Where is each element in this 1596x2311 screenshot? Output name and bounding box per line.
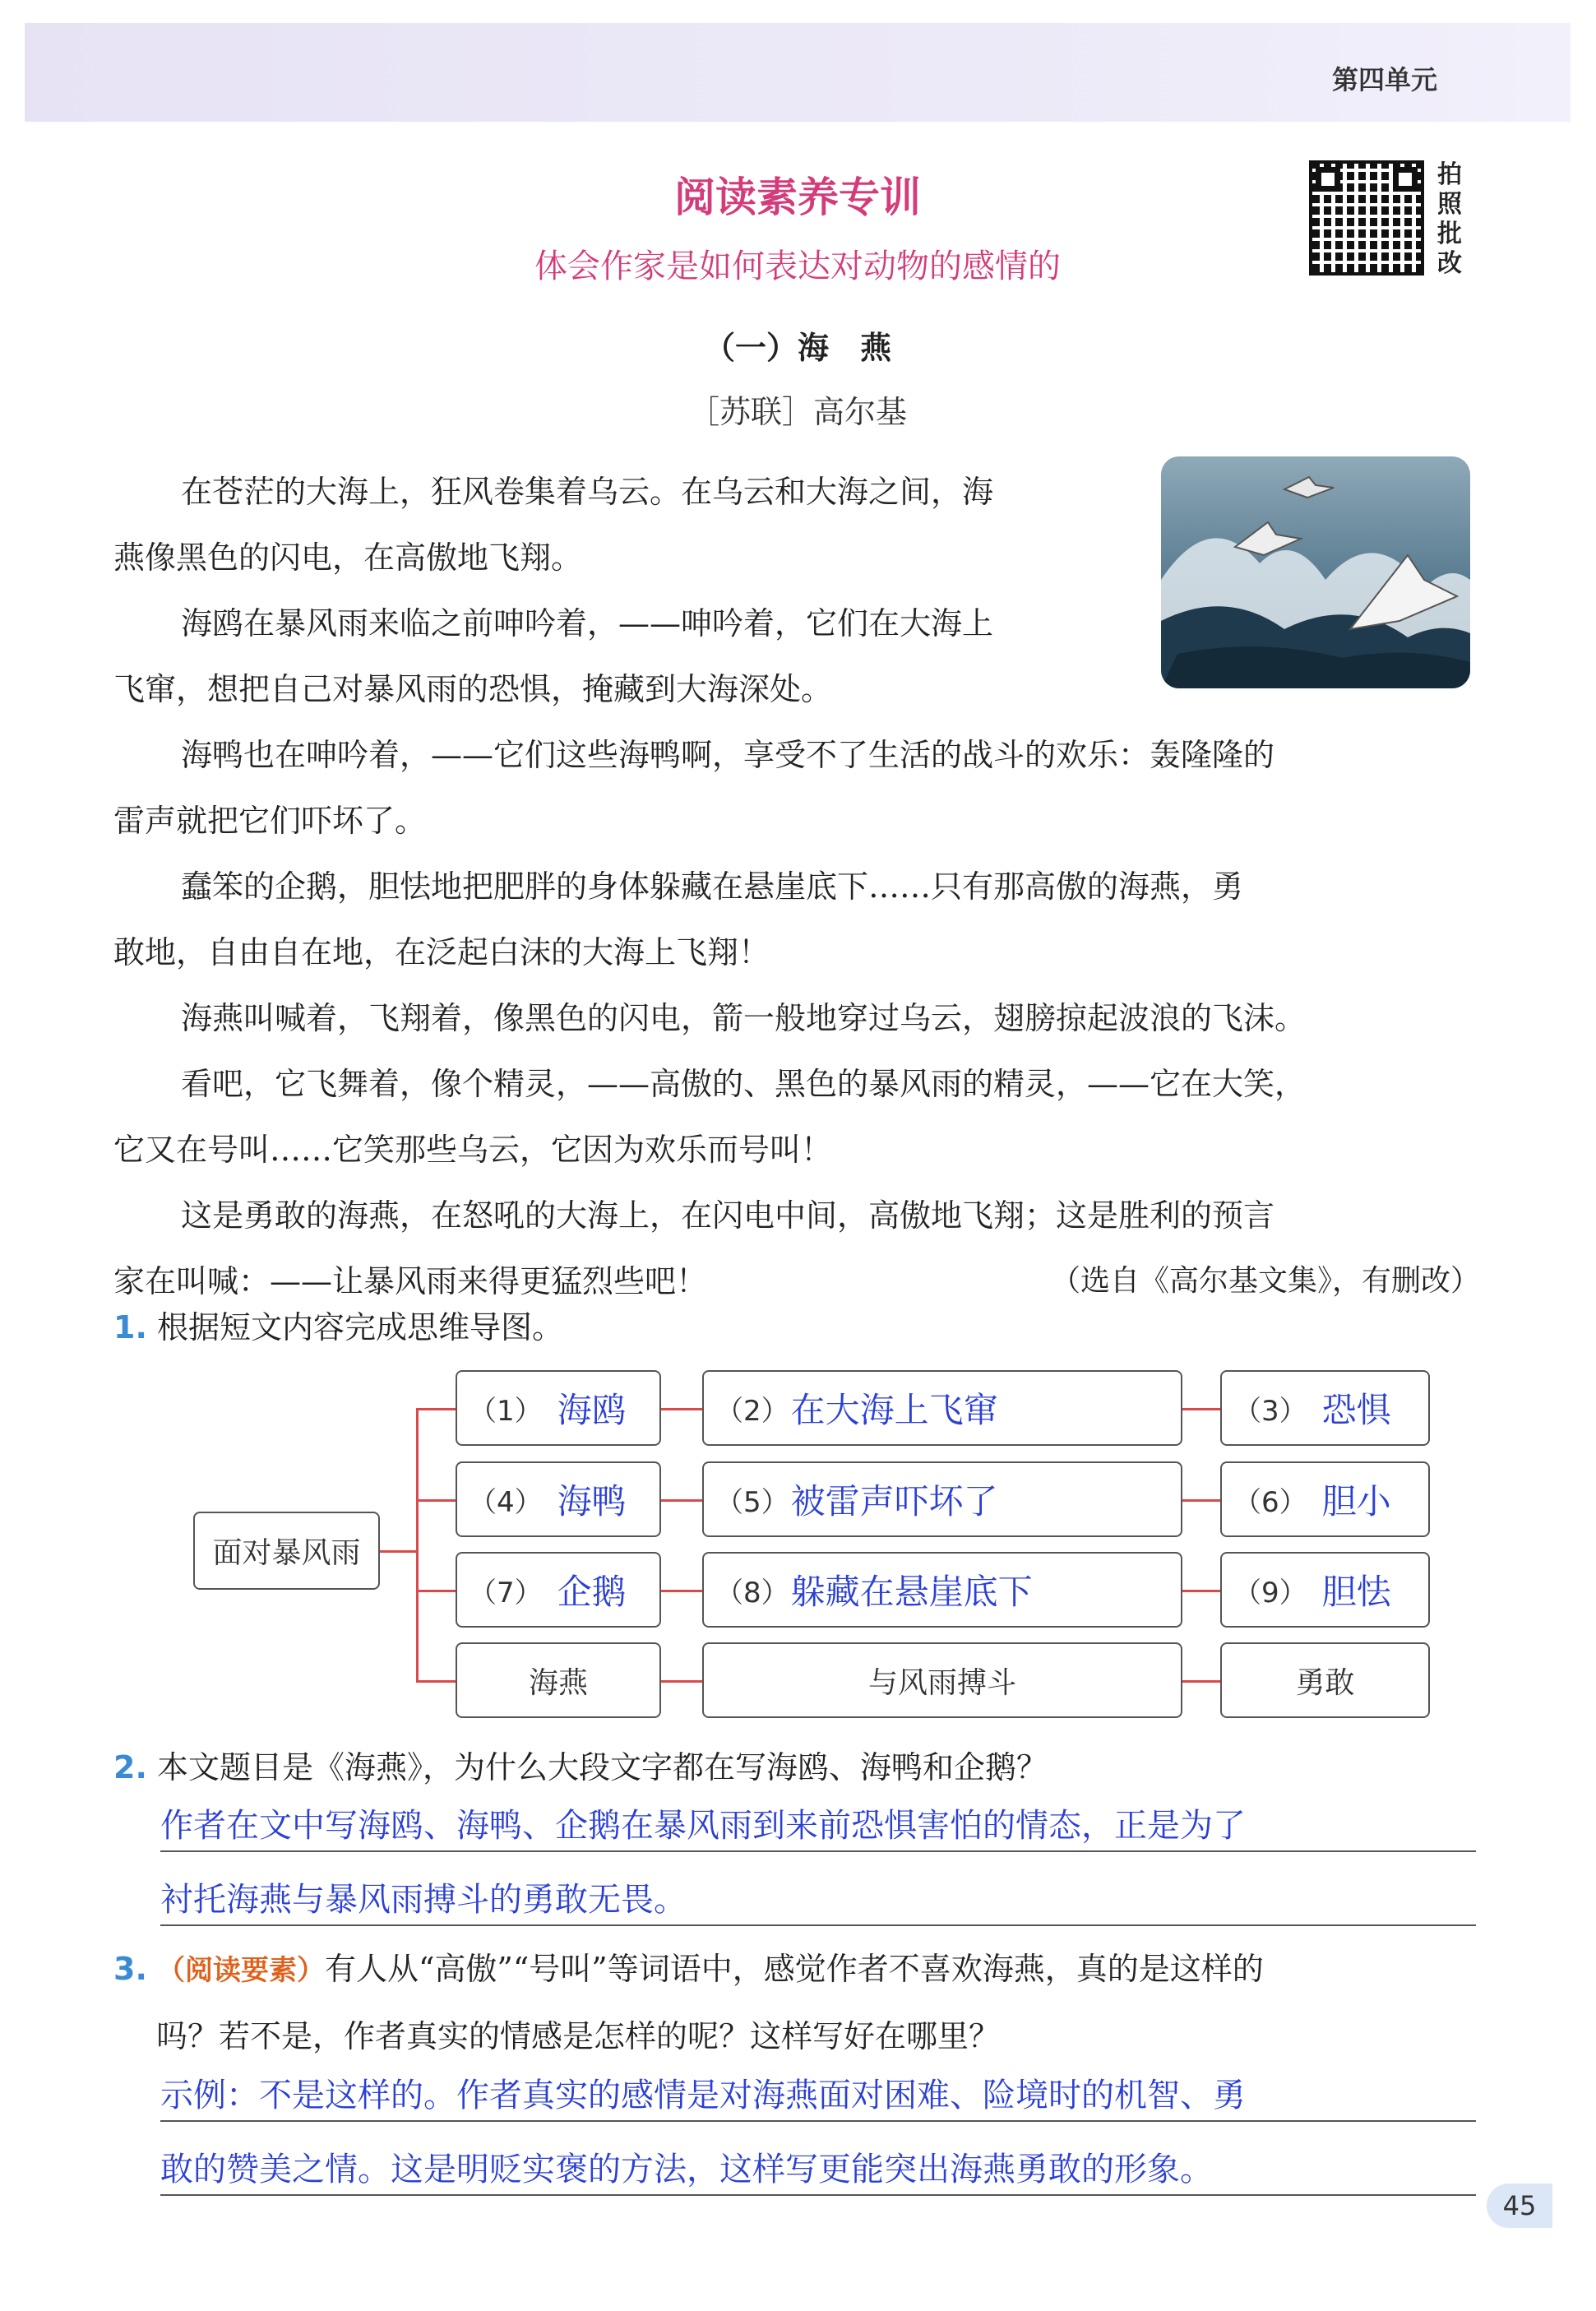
connector-line [661, 1590, 702, 1592]
paragraph-line: 这是勇敢的海燕，在怒吼的大海上，在闪电中间，高傲地飞翔；这是胜利的预言 [181, 1197, 1275, 1234]
mindmap-root [193, 1512, 380, 1590]
mindmap-animal-box [456, 1552, 661, 1628]
connector-line [1182, 1590, 1220, 1592]
connector-line [661, 1499, 702, 1502]
blank-answer: 海鸥 [557, 1390, 627, 1430]
paragraph-line: 燕像黑色的闪电，在高傲地飞翔。 [113, 540, 583, 576]
paragraph-line: 雷声就把它们吓坏了。 [113, 803, 427, 839]
mindmap-action-box [702, 1370, 1182, 1446]
paragraph-line: 敢地，自由自在地，在泛起白沫的大海上飞翔！ [113, 934, 770, 970]
connector-line [416, 1680, 456, 1683]
blank-number: （6） [1233, 1485, 1307, 1519]
answer-underline [160, 1850, 1476, 1852]
author: ［苏联］高尔基 [687, 394, 907, 430]
question-number: 1. [113, 1309, 147, 1345]
answer-underline [160, 2120, 1476, 2122]
mindmap-trait-box [1220, 1461, 1430, 1537]
blank-answer: 在大海上飞窜 [790, 1390, 998, 1430]
mindmap-animal-box [456, 1642, 661, 1718]
question-2 [113, 1735, 1478, 1799]
unit-label: 第四单元 [1332, 64, 1438, 95]
connector-line [380, 1550, 416, 1553]
section-title: （一）海 燕 [703, 330, 891, 366]
connector-line [1182, 1499, 1220, 1502]
mindmap-animal-box [456, 1461, 661, 1537]
connector-line [416, 1408, 456, 1410]
question-3-cont: 吗？若不是，作者真实的情感是怎样的呢？这样写好在哪里？ [156, 2018, 1001, 2054]
connector-line [661, 1680, 702, 1683]
qr-label: 拍照批改 [1437, 160, 1462, 278]
reading-tag: （阅读要素） [156, 1954, 325, 1987]
blank-answer: 海鸭 [557, 1481, 627, 1521]
connector-line [416, 1499, 456, 1502]
mindmap-label: 勇敢 [1295, 1665, 1355, 1700]
mindmap-trait-box [1220, 1642, 1430, 1718]
blank-answer: 胆怯 [1321, 1572, 1391, 1612]
question-text: 根据短文内容完成思维导图。 [156, 1309, 563, 1345]
answer-line: 示例：不是这样的。作者真实的感情是对海燕面对困难、险境时的机智、勇 [160, 2077, 1246, 2114]
paragraph-line: 海鸥在暴风雨来临之前呻吟着，——呻吟着，它们在大海上 [181, 605, 994, 641]
mindmap-trait-box [1220, 1370, 1430, 1446]
question-text: 本文题目是《海燕》，为什么大段文字都在写海鸥、海鸭和企鹅？ [156, 1749, 1048, 1785]
blank-number: （1） [469, 1394, 543, 1428]
blank-answer: 胆小 [1321, 1481, 1391, 1521]
mindmap-action-box [702, 1642, 1182, 1718]
question-3 [113, 1937, 1478, 2003]
question-text: 有人从“高傲”“号叫”等词语中，感觉作者不喜欢海燕，真的是这样的 [324, 1951, 1264, 1987]
blank-number: （4） [469, 1485, 543, 1519]
blank-number: （5） [715, 1485, 789, 1519]
blank-answer: 企鹅 [557, 1572, 627, 1612]
source-citation: （选自《高尔基文集》，有删改） [1050, 1264, 1480, 1298]
mindmap-label: 与风雨搏斗 [867, 1665, 1016, 1700]
mindmap-animal-box [456, 1370, 661, 1446]
mindmap-label: 海燕 [528, 1665, 588, 1700]
blank-number: （3） [1233, 1394, 1307, 1428]
answer-underline [160, 1924, 1476, 1926]
paragraph-line: 在苍茫的大海上，狂风卷集着乌云。在乌云和大海之间，海 [181, 474, 994, 510]
mindmap-trait-box [1220, 1552, 1430, 1628]
blank-answer: 被雷声吓坏了 [790, 1481, 998, 1521]
mindmap-action-box [702, 1461, 1182, 1537]
blank-answer: 躲藏在悬崖底下 [790, 1572, 1033, 1612]
qr-code-icon[interactable] [1309, 160, 1424, 276]
blank-number: （8） [715, 1576, 789, 1609]
blank-answer: 恐惧 [1321, 1390, 1391, 1430]
paragraph-line: 蠢笨的企鹅，胆怯地把肥胖的身体躲藏在悬崖底下……只有那高傲的海燕，勇 [181, 868, 1244, 905]
connector-line [416, 1408, 419, 1682]
page-number: 45 [1487, 2184, 1552, 2228]
blank-number: （9） [1233, 1576, 1307, 1609]
page-title: 阅读素养专训 [674, 174, 921, 221]
seabird-storm-illustration [1161, 456, 1470, 688]
blank-number: （2） [715, 1394, 789, 1428]
answer-underline [160, 2194, 1476, 2196]
paragraph-line: 看吧，它飞舞着，像个精灵，——高傲的、黑色的暴风雨的精灵，——它在大笑， [181, 1066, 1307, 1102]
connector-line [661, 1408, 702, 1410]
mindmap-action-box [702, 1552, 1182, 1628]
answer-line: 衬托海燕与暴风雨搏斗的勇敢无畏。 [160, 1881, 687, 1919]
answer-line: 敢的赞美之情。这是明贬实褒的方法，这样写更能突出海燕勇敢的形象。 [160, 2151, 1213, 2188]
paragraph-line: 它又在号叫……它笑那些乌云，它因为欢乐而号叫！ [113, 1132, 833, 1168]
question-1 [113, 1295, 1478, 1359]
connector-line [416, 1590, 456, 1592]
paragraph-line: 海燕叫喊着，飞翔着，像黑色的闪电，箭一般地穿过乌云，翅膀掠起波浪的飞沫。 [181, 1000, 1307, 1036]
connector-line [1182, 1408, 1220, 1410]
page-subtitle: 体会作家是如何表达对动物的感情的 [534, 248, 1061, 285]
question-number: 2. [113, 1749, 147, 1785]
blank-number: （7） [469, 1576, 543, 1609]
paragraph-line: 飞窜，想把自己对暴风雨的恐惧，掩藏到大海深处。 [113, 671, 833, 707]
mindmap-root-label: 面对暴风雨 [212, 1536, 361, 1570]
question-number: 3. [113, 1951, 147, 1987]
connector-line [1182, 1680, 1220, 1683]
paragraph-line: 海鸭也在呻吟着，——它们这些海鸭啊，享受不了生活的战斗的欢乐：轰隆隆的 [181, 737, 1275, 773]
paragraph-line: 家在叫喊：——让暴风雨来得更猛烈些吧！ [113, 1263, 708, 1299]
answer-line: 作者在文中写海鸥、海鸭、企鹅在暴风雨到来前恐惧害怕的情态，正是为了 [160, 1807, 1246, 1845]
